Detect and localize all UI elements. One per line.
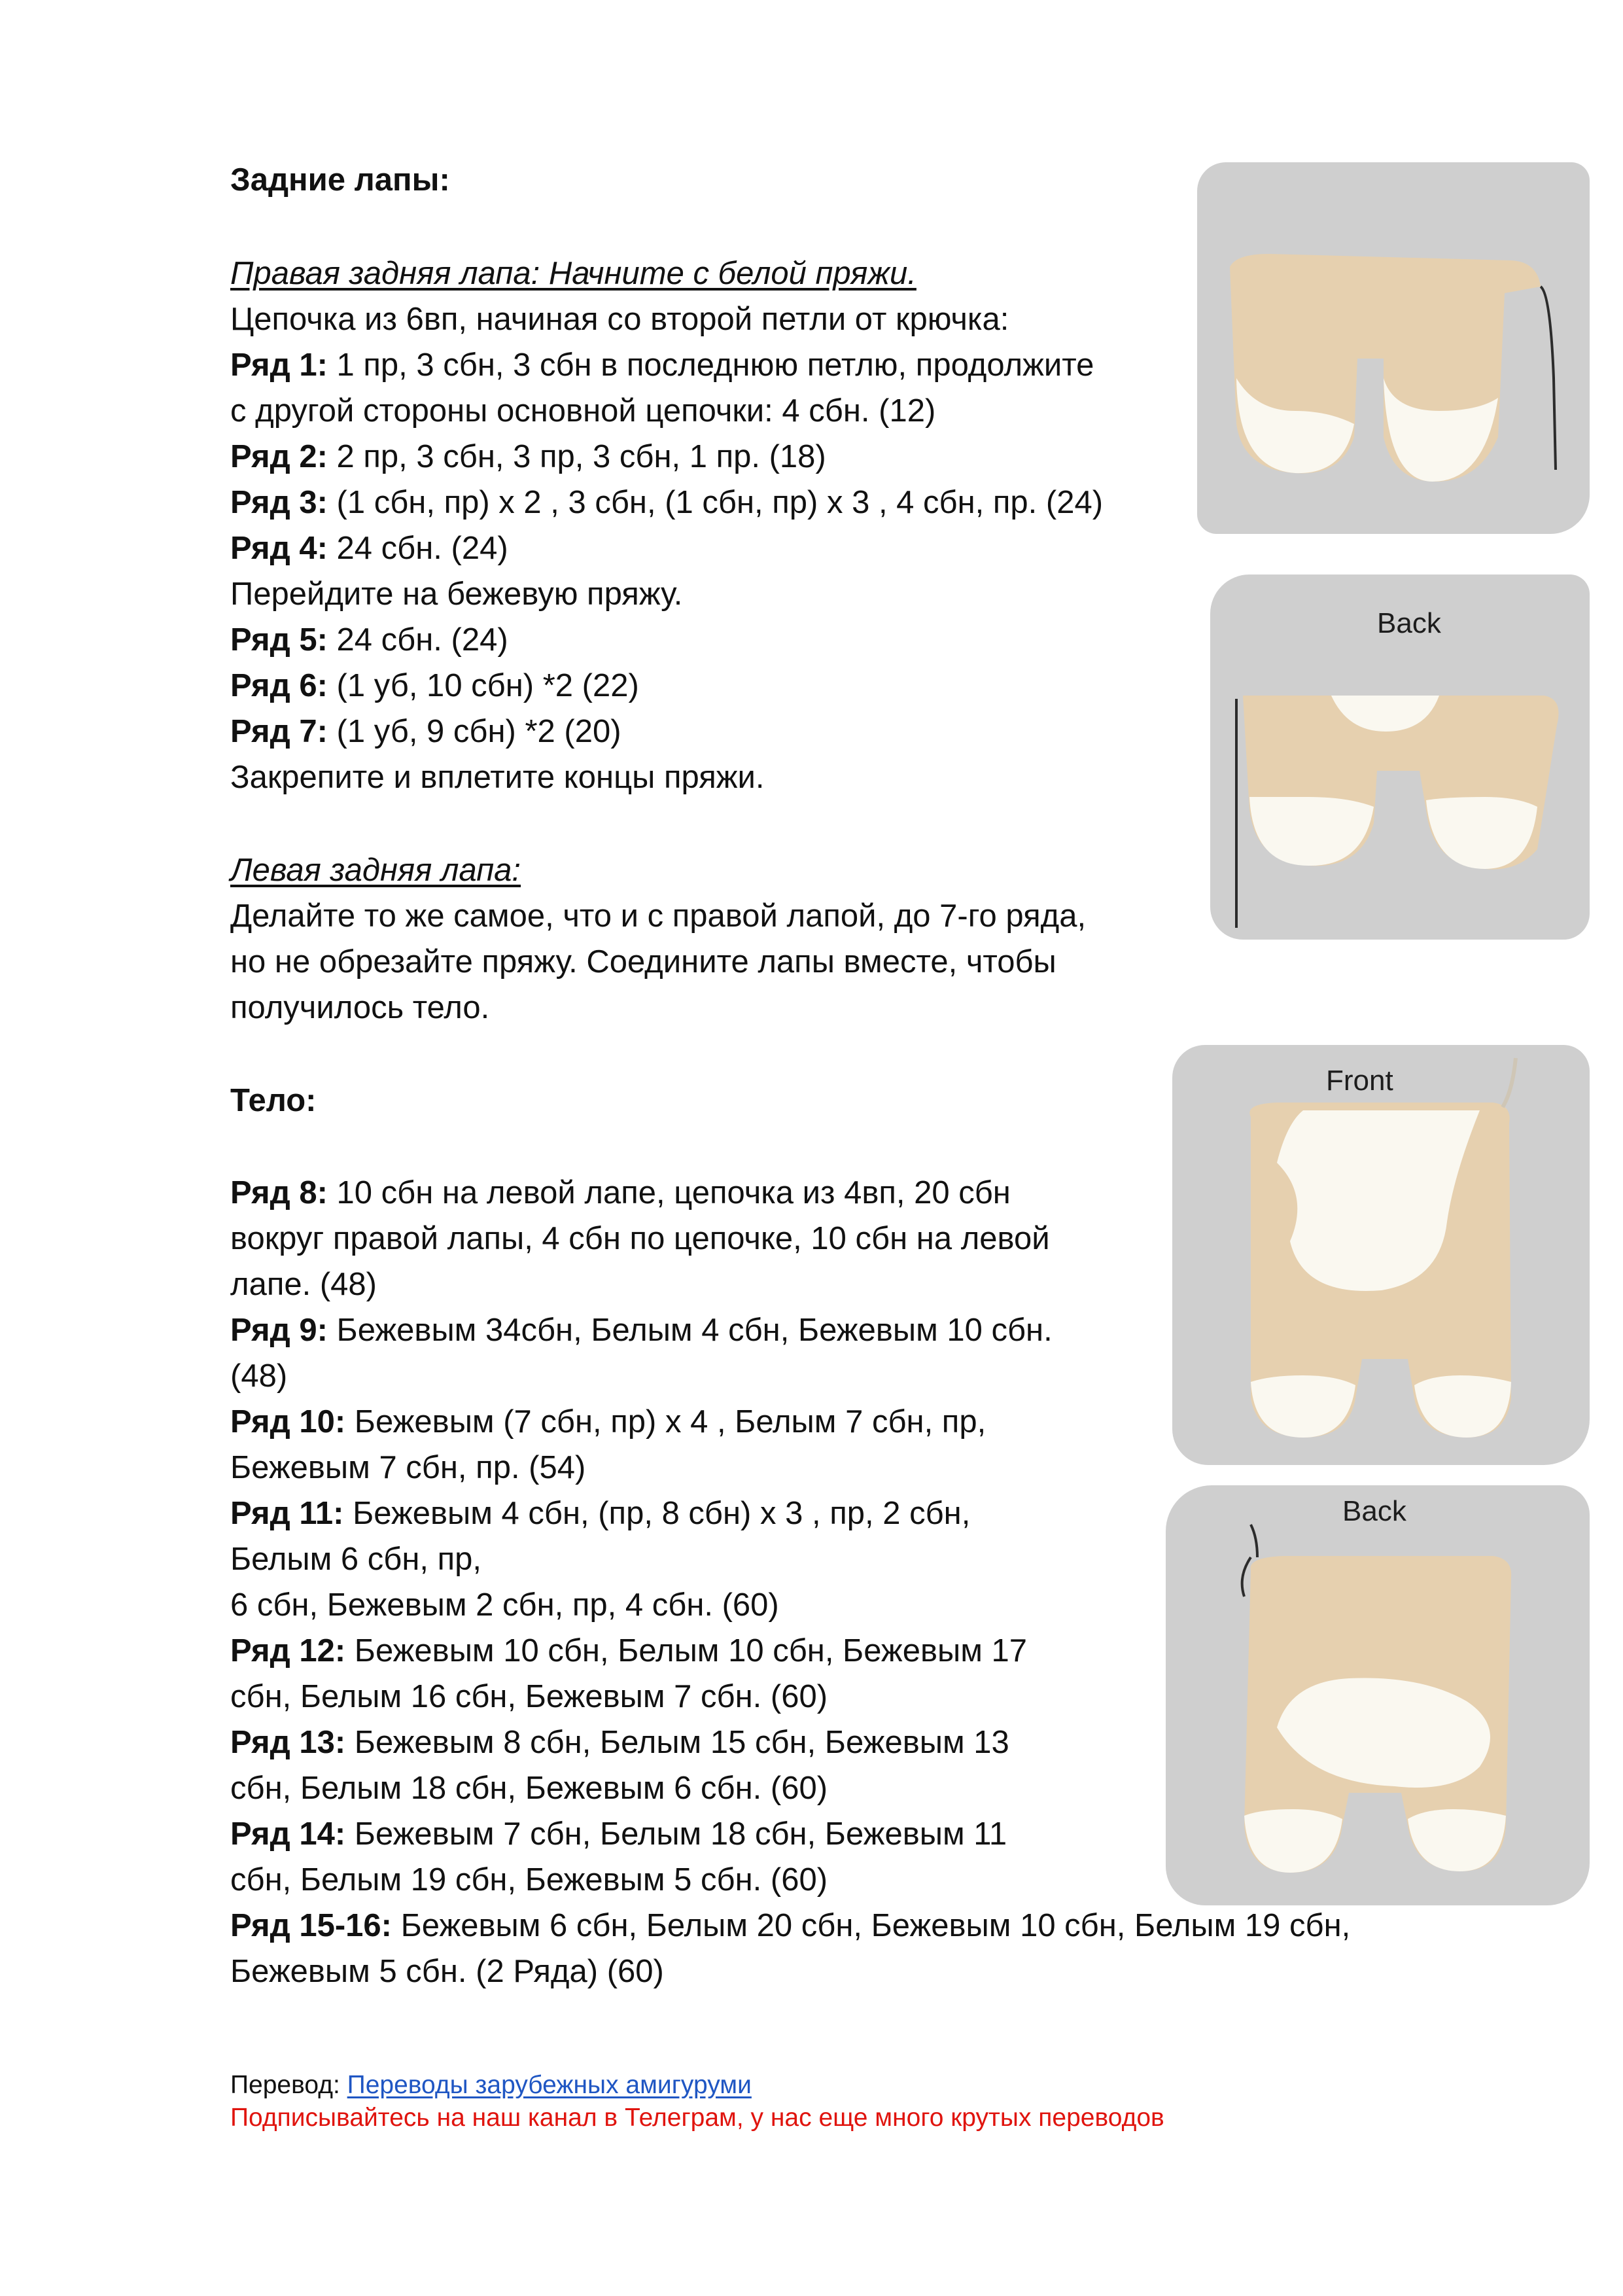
chain-intro: Цепочка из 6вп, начиная со второй петли от крючка: (230, 302, 1009, 337)
photo-body-front-drawing (1172, 1045, 1590, 1465)
photo-label-back-body: Back (1342, 1495, 1406, 1527)
row-line: с другой стороны основной цепочки: 4 сбн. (12) (230, 393, 936, 429)
photo-body-back-drawing (1166, 1485, 1590, 1905)
left-paw-text: но не обрезайте пряжу. Соедините лапы вместе, чтобы (230, 944, 1056, 980)
row-line: сбн, Белым 16 сбн, Бежевым 7 сбн. (60) (230, 1679, 828, 1714)
photo-right-paw-back (1210, 574, 1590, 940)
row-line: Ряд 9: Бежевым 34сбн, Белым 4 сбн, Бежевым 10 сбн. (230, 1313, 1053, 1348)
translation-credit: Перевод: Переводы зарубежных амигуруми (230, 2071, 752, 2099)
row-line: Белым 6 сбн, пр, (230, 1542, 482, 1577)
row-line: Закрепите и вплетите концы пряжи. (230, 760, 765, 795)
row-line: Ряд 14: Бежевым 7 сбн, Белым 18 сбн, Бежевым 11 (230, 1816, 1007, 1852)
row-line: Ряд 10: Бежевым (7 сбн, пр) х 4 , Белым 7 сбн, пр, (230, 1404, 986, 1439)
photo-label-back: Back (1377, 607, 1441, 639)
left-paw-text: получилось тело. (230, 990, 490, 1025)
section-title-hind-paws: Задние лапы: (230, 162, 450, 198)
row-line: Ряд 4: 24 сбн. (24) (230, 531, 508, 566)
row-line: лапе. (48) (230, 1267, 377, 1302)
translation-link[interactable]: Переводы зарубежных амигуруми (347, 2071, 752, 2099)
row-line: Ряд 3: (1 сбн, пр) х 2 , 3 сбн, (1 сбн, пр) х 3 , 4 сбн, пр. (24) (230, 485, 1104, 520)
row-line: Ряд 6: (1 уб, 10 сбн) *2 (22) (230, 668, 639, 703)
left-paw-text: Делайте то же самое, что и с правой лапой, до 7-го ряда, (230, 898, 1087, 934)
photo-body-back (1166, 1485, 1590, 1905)
row-line: вокруг правой лапы, 4 сбн по цепочке, 10 сбн на левой (230, 1221, 1050, 1256)
photo-right-paw (1197, 162, 1590, 534)
row-line: Ряд 13: Бежевым 8 сбн, Белым 15 сбн, Бежевым 13 (230, 1725, 1009, 1760)
row-line: Ряд 15-16: Бежевым 6 сбн, Белым 20 сбн, Бежевым 10 сбн, Белым 19 сбн, (230, 1908, 1351, 1943)
section-title-body: Тело: (230, 1083, 317, 1118)
row-line: Ряд 2: 2 пр, 3 сбн, 3 пр, 3 сбн, 1 пр. (18) (230, 439, 826, 474)
row-line: 6 сбн, Бежевым 2 сбн, пр, 4 сбн. (60) (230, 1587, 779, 1623)
row-line: Ряд 8: 10 сбн на левой лапе, цепочка из 4вп, 20 сбн (230, 1175, 1011, 1210)
photo-label-front: Front (1326, 1065, 1393, 1097)
row-line: Перейдите на бежевую пряжу. (230, 576, 683, 612)
row-line: Ряд 11: Бежевым 4 сбн, (пр, 8 сбн) х 3 , пр, 2 сбн, (230, 1496, 971, 1531)
row-line: Ряд 5: 24 сбн. (24) (230, 622, 508, 658)
photo-body-front (1172, 1045, 1590, 1465)
section-title-right-paw: Правая задняя лапа: Начните с белой пряжи. (230, 256, 916, 291)
row-line: сбн, Белым 18 сбн, Бежевым 6 сбн. (60) (230, 1771, 828, 1806)
photo-right-paw-drawing (1197, 162, 1590, 534)
subscribe-notice: Подписывайтесь на наш канал в Телеграм, у нас еще много крутых переводов (230, 2104, 1164, 2132)
row-line: Ряд 12: Бежевым 10 сбн, Белым 10 сбн, Бежевым 17 (230, 1633, 1027, 1669)
row-line: Ряд 1: 1 пр, 3 сбн, 3 сбн в последнюю петлю, продолжите (230, 347, 1094, 383)
row-line: Бежевым 7 сбн, пр. (54) (230, 1450, 586, 1485)
row-line: Бежевым 5 сбн. (2 Ряда) (60) (230, 1954, 664, 1989)
row-line: (48) (230, 1358, 288, 1394)
row-line: Ряд 7: (1 уб, 9 сбн) *2 (20) (230, 714, 621, 749)
row-line: сбн, Белым 19 сбн, Бежевым 5 сбн. (60) (230, 1862, 828, 1898)
section-title-left-paw: Левая задняя лапа: (230, 853, 521, 888)
